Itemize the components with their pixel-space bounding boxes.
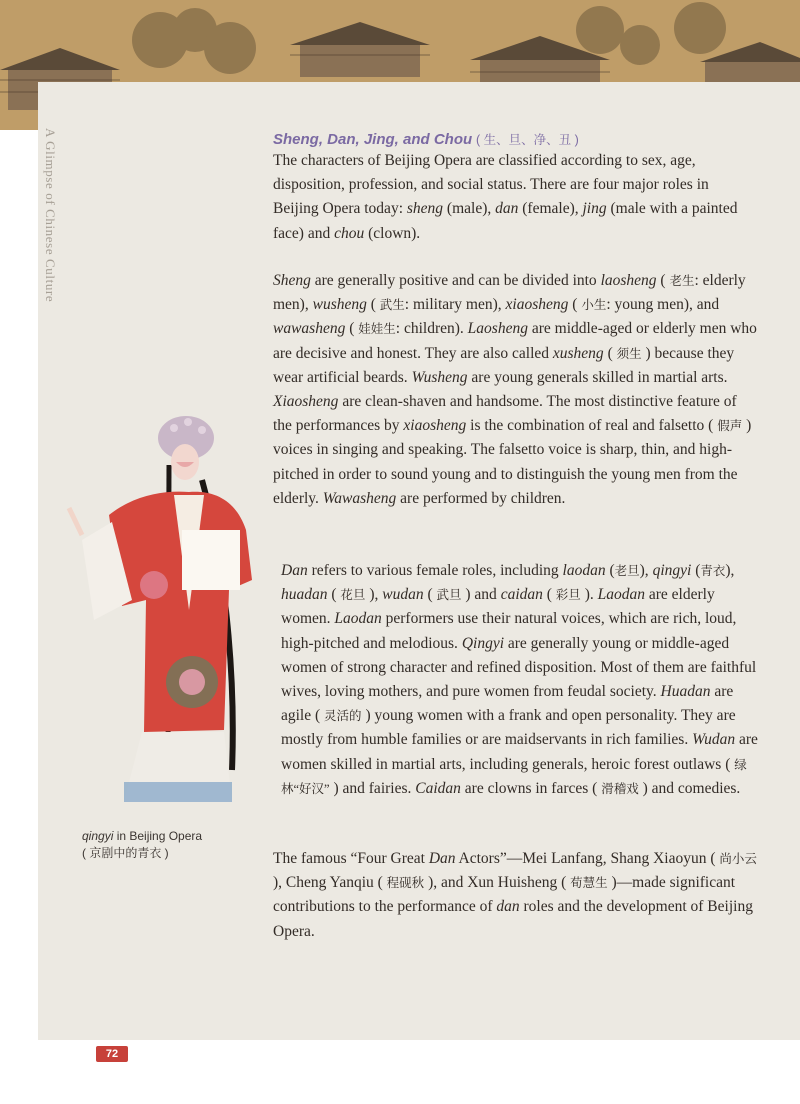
opera-performer-illustration — [64, 410, 264, 810]
four-great-paragraph: The famous “Four Great Dan Actors”—Mei Lanfang, Shang Xiaoyun ( 尚小云 ), Cheng Yanqiu ( 程砚秋 ), and Xun Huisheng ( 荀慧生 )—made significant contributions to the performance of dan roles and the development of Beijing Opera. — [273, 850, 757, 940]
figure-caption — [82, 828, 252, 862]
heading-text: Sheng, Dan, Jing, and Chou — [273, 131, 473, 148]
caption-rest: in Beijing Opera — [113, 829, 203, 843]
caption-term: qingyi — [82, 829, 114, 843]
intro-paragraph: The characters of Beijing Opera are classified according to sex, age, disposition, profession, and social status. There are four major roles in Beijing Opera today: sheng (male), dan (female), jing (male with a painted face) and chou (clown). — [273, 152, 738, 242]
heading-zh: ( 生、旦、净、丑 ) — [476, 133, 579, 147]
caption-zh: ( 京剧中的青衣 ) — [82, 846, 169, 860]
qingyi-figure — [64, 410, 264, 810]
page-number-badge: 72 — [96, 1046, 128, 1062]
dan-paragraph: Dan refers to various female roles, including laodan (老旦), qingyi (青衣), huadan ( 花旦 ), wudan ( 武旦 ) and caidan ( 彩旦 ). Laodan are elderly women. Laodan performers use their natural voices, which are rich, loud, high-pitched and melodious. Qingyi are generally young or middle-aged women of strong character and refined disposition. Most of them are faithful wives, loving mothers, and pure women from feudal society. Huadan are agile ( 灵活的 ) young women with a frank and open personality. They are mostly from humble families or are maidservants in rich families. Wudan are women skilled in martial arts, including generals, heroic forest outlaws ( 绿林“好汉” ) and fairies. Caidan are clowns in farces ( 滑稽戏 ) and comedies. — [281, 562, 758, 797]
sheng-paragraph: Sheng are generally positive and can be divided into laosheng ( 老生: elderly men), wusheng ( 武生: military men), xiaosheng ( 小生: young men), and wawasheng ( 娃娃生: children). Laosheng are middle-aged or elderly men who are decisive and honest. They are also called xusheng ( 须生 ) because they wear artificial beards. Wusheng are young generals skilled in martial arts. Xiaosheng are clean-shaven and handsome. The most distinctive feature of the performances by xiaosheng is the combination of real and falsetto ( 假声 ) voices in singing and speaking. The falsetto voice is sharp, thin, and high-pitched in order to sound young and to distinguish the young men from the elderly. Wawasheng are performed by children. — [273, 272, 757, 507]
running-title: A Glimpse of Chinese Culture — [43, 128, 58, 303]
